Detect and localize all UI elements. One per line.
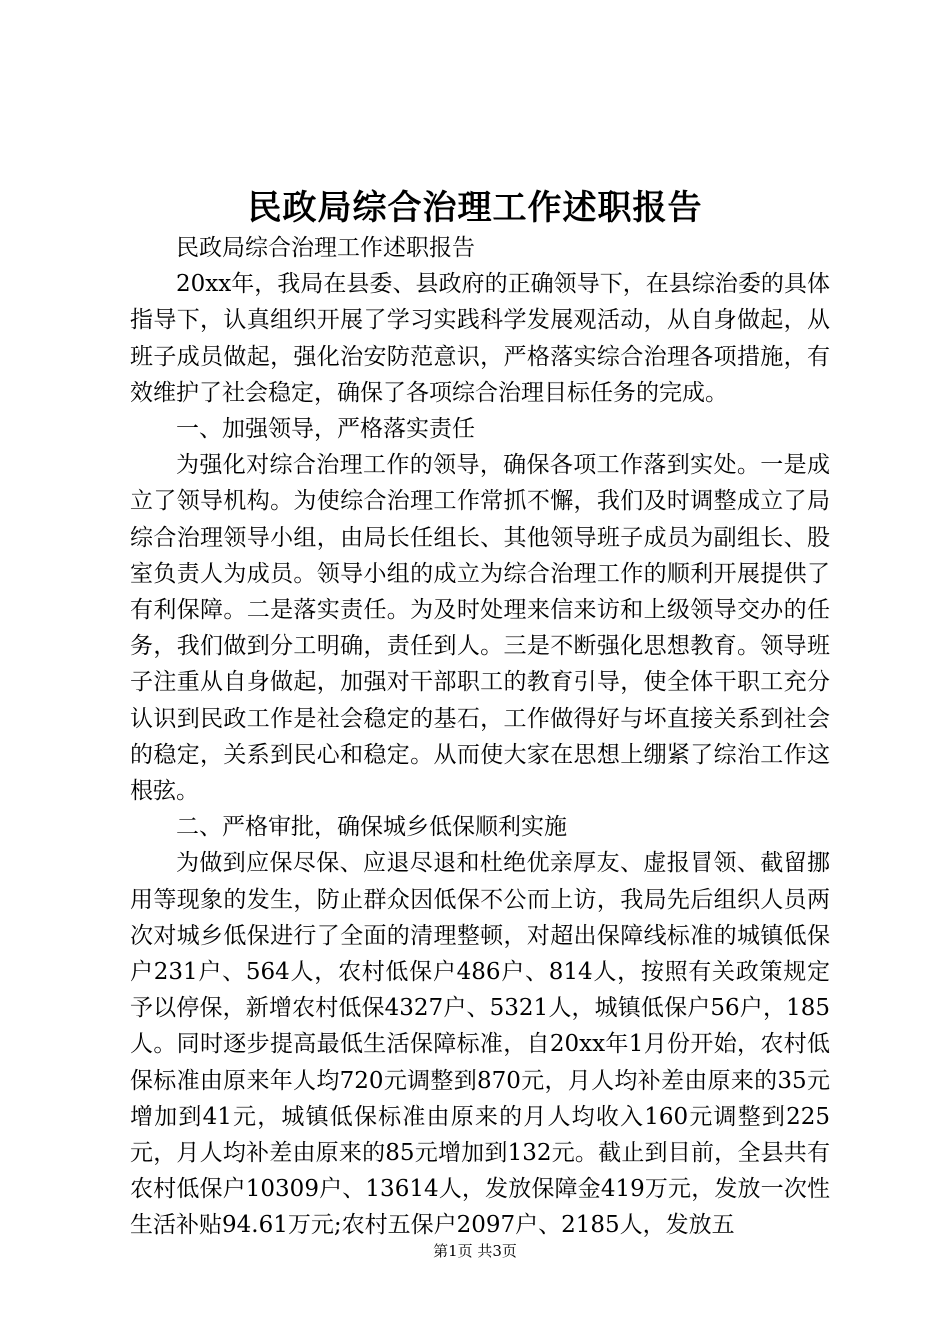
paragraph-intro: 20xx年，我局在县委、县政府的正确领导下，在县综治委的具体指导下，认真组织开展了学习实践科学发展观活动，从自身做起，从班子成员做起，强化治安防范意识，严格落实综合治理各项措施，有效维护了社会稳定，确保了各项综合治理目标任务的完成。 <box>130 271 830 406</box>
document-title: 民政局综合治理工作述职报告 <box>247 188 703 228</box>
paragraph-section-1: 为强化对综合治理工作的领导，确保各项工作落到实处。一是成立了领导机构。为使综合治理工作常抓不懈，我们及时调整成立了局综合治理领导小组，由局长任组长、其他领导班子成员为副组长、股室负责人为成员。领导小组的成立为综合治理工作的顺利开展提供了有利保障。二是落实责任。为及时处理来信来访和上级领导交办的任务，我们做到分工明确，责任到人。三是不断强化思想教育。领导班子注重从自身做起，加强对干部职工的教育引导，使全体干职工充分认识到民政工作是社会稳定的基石，工作做得好与坏直接关系到社会的稳定，关系到民心和稳定。从而使大家在思想上绷紧了综治工作这根弦。 <box>130 452 830 805</box>
page-footer: 第1页 共3页 <box>433 1242 517 1260</box>
section-heading-2: 二、严格审批，确保城乡低保顺利实施 <box>176 814 567 841</box>
section-heading-1: 一、加强领导，严格落实责任 <box>176 416 475 443</box>
paragraph-section-2: 为做到应保尽保、应退尽退和杜绝优亲厚友、虚报冒领、截留挪用等现象的发生，防止群众因低保不公而上访，我局先后组织人员两次对城乡低保进行了全面的清理整顿，对超出保障线标准的城镇低保户231户、564人，农村低保户486户、814人，按照有关政策规定予以停保，新增农村低保4327户、5321人，城镇低保户56户，185人。同时逐步提高最低生活保障标准，自20xx年1月份开始，农村低保标准由原来年人均720元调整到870元，月人均补差由原来的35元增加到41元，城镇低保标准由原来的月人均收入160元调整到225元，月人均补差由原来的85元增加到132元。截止到目前，全县共有农村低保户10309户、13614人，发放保障金419万元，发放一次性生活补贴94.61万元;农村五保户2097户、2185人，发放五 <box>130 850 830 1239</box>
paragraph-subtitle: 民政局综合治理工作述职报告 <box>176 235 475 261</box>
document-body <box>130 230 830 1244</box>
